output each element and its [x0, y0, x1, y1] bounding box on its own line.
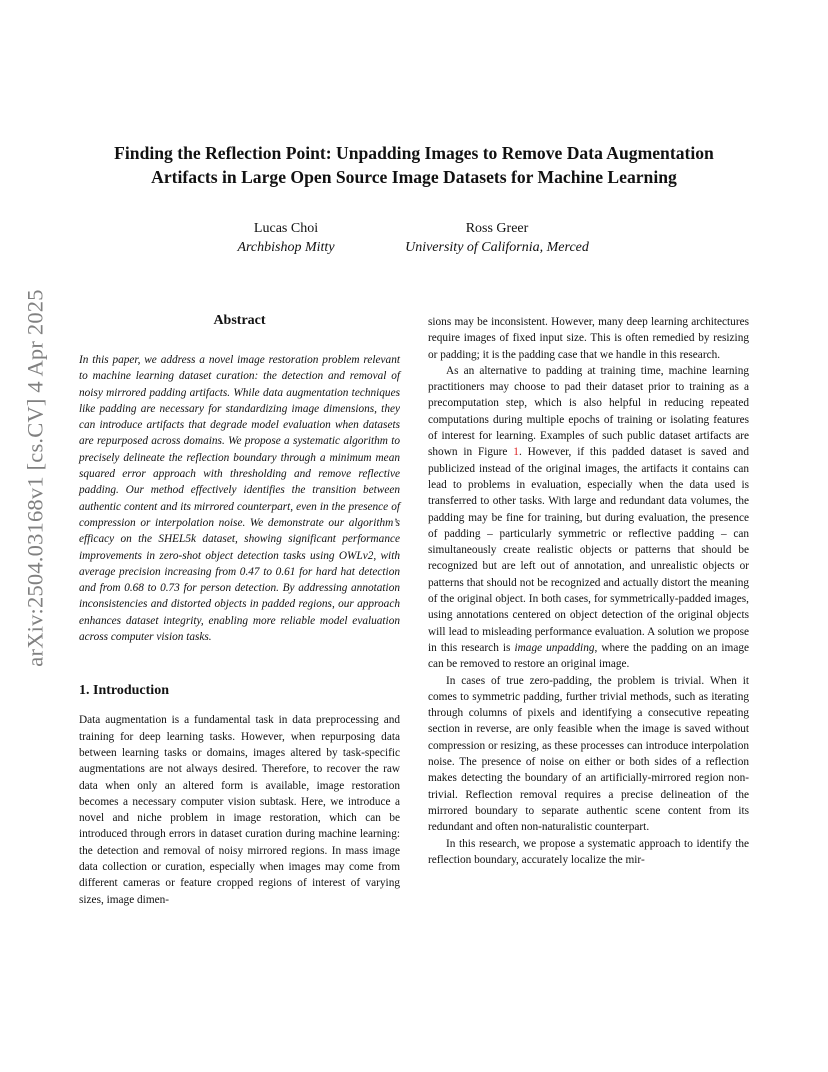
- intro-paragraph-3: In cases of true zero-padding, the problem is trivial. When it comes to symmetric padding, further trivial methods, such as iterating through columns of pixels and identifying a consecutive repeating section in reverse, are only feasible when the image is saved without compression or resizing, as these processes can introduce interpolation noise. The presence of noise on either or both sides of a reflection makes detecting the boundary of an artificially-mirrored region non-trivial. Reflection removal requires a precise delineation of the mirrored boundary to separate authentic scene content from its redundant and often non-naturalistic counterpart.: [428, 674, 749, 834]
- intro-paragraph-4: In this research, we propose a systematic approach to identify the reflection boundary, accurately localize the mir-: [428, 837, 749, 866]
- author-affiliation: Archbishop Mitty: [237, 240, 335, 255]
- paragraph-text: , where the padding on an image can be removed to restore an original image.: [428, 641, 750, 671]
- intro-paragraph-1-continued: sions may be inconsistent. However, many deep learning architectures require images of fixed input size. This is often remedied by resizing or padding; it is the padding case that we handle in this research.: [428, 316, 749, 361]
- author-affiliation: University of California, Merced: [405, 240, 589, 255]
- right-column: [428, 314, 749, 868]
- author-block-2: [367, 219, 627, 257]
- author-name: Lucas Choi: [253, 221, 319, 236]
- abstract-heading: Abstract: [213, 313, 266, 328]
- author-name: Ross Greer: [465, 221, 529, 236]
- intro-paragraph-2: [428, 363, 749, 673]
- title-line-1: Finding the Reflection Point: Unpadding Images to Remove Data Augmentation: [114, 143, 714, 163]
- arxiv-stamp: [23, 290, 49, 666]
- section-heading-introduction: 1. Introduction: [79, 683, 169, 699]
- arxiv-stamp-text: arXiv:2504.03168v1 [cs.CV] 4 Apr 2025: [23, 289, 48, 667]
- paper-title: [60, 141, 768, 189]
- emphasized-term: image unpadding: [514, 641, 595, 654]
- title-line-2: Artifacts in Large Open Source Image Datasets for Machine Learning: [151, 167, 677, 187]
- paragraph-text: As an alternative to padding at training time, machine learning practitioners may choose to pad their dataset prior to training as a precomputation step, which is also helpful in reducing repeated computations during multiple epochs of training or isolating features of interest for learning. Examples of such public dataset artifacts are shown in Figure: [428, 364, 749, 459]
- abstract-text: In this paper, we address a novel image restoration problem relevant to machine learning dataset curation: the detection and removal of noisy mirrored padding artifacts. While data augmentation techniques like padding are necessary for standardizing image dimensions, they can introduce artifacts that degrade model evaluation when datasets are repurposed across domains. We propose a systematic algorithm to precisely delineate the reflection boundary through a minimum mean squared error approach with thresholding and remove reflective padding. Our method effectively identifies the transition between authentic content and its mirrored counterpart, even in the presence of compression or interpolation noise. We demonstrate our algorithm’s efficacy on the SHEL5k dataset, showing significant performance improvements in zero-shot object detection tasks using OWLv2, with average precision increasing from 0.47 to 0.61 for hard hat detection and from 0.68 to 0.73 for person detection. By addressing annotation inconsistencies and distorted objects in padded regions, our approach enhances dataset integrity, enabling more reliable model evaluation across computer vision tasks.: [79, 354, 400, 644]
- paragraph-text: . However, if this padded dataset is saved and publicized instead of the original images, the artifacts it contains can lead to problems in evaluation, especially when the data used is transferred to other tasks. With large and redundant data volumes, the padding may be fine for training, but during evaluation, the presence of padding – particularly symmetric or reflective padding – can simultaneously create realistic objects or patterns that should be recognized but are left out of annotation, and unrealistic objects or patterns that should not be recognized and actually distort the meaning of the original object. In both cases, for symmetrically-padded images, using annotations centered on object detection of the original objects will lead to misleading performance evaluation. A solution we propose in this research is: [428, 446, 749, 654]
- figure-reference-link[interactable]: 1: [513, 446, 519, 459]
- intro-paragraph-1: Data augmentation is a fundamental task in data preprocessing and training for deep learning tasks. However, when repurposing data between learning tasks or domains, images altered by task-specific augmentations are not always desired. Therefore, to recover the raw data when only an altered form is available, image restoration becomes a necessary computer vision subtask. Here, we introduce a novel and niche problem in image restoration, which can be introduced through errors in dataset curation during machine learning: the detection and removal of noisy mirrored regions. In mass image data collection or curation, especially when images may come from different cameras or feature cropped regions of interest of varying sizes, image dimen-: [79, 714, 400, 906]
- left-column: [79, 312, 400, 908]
